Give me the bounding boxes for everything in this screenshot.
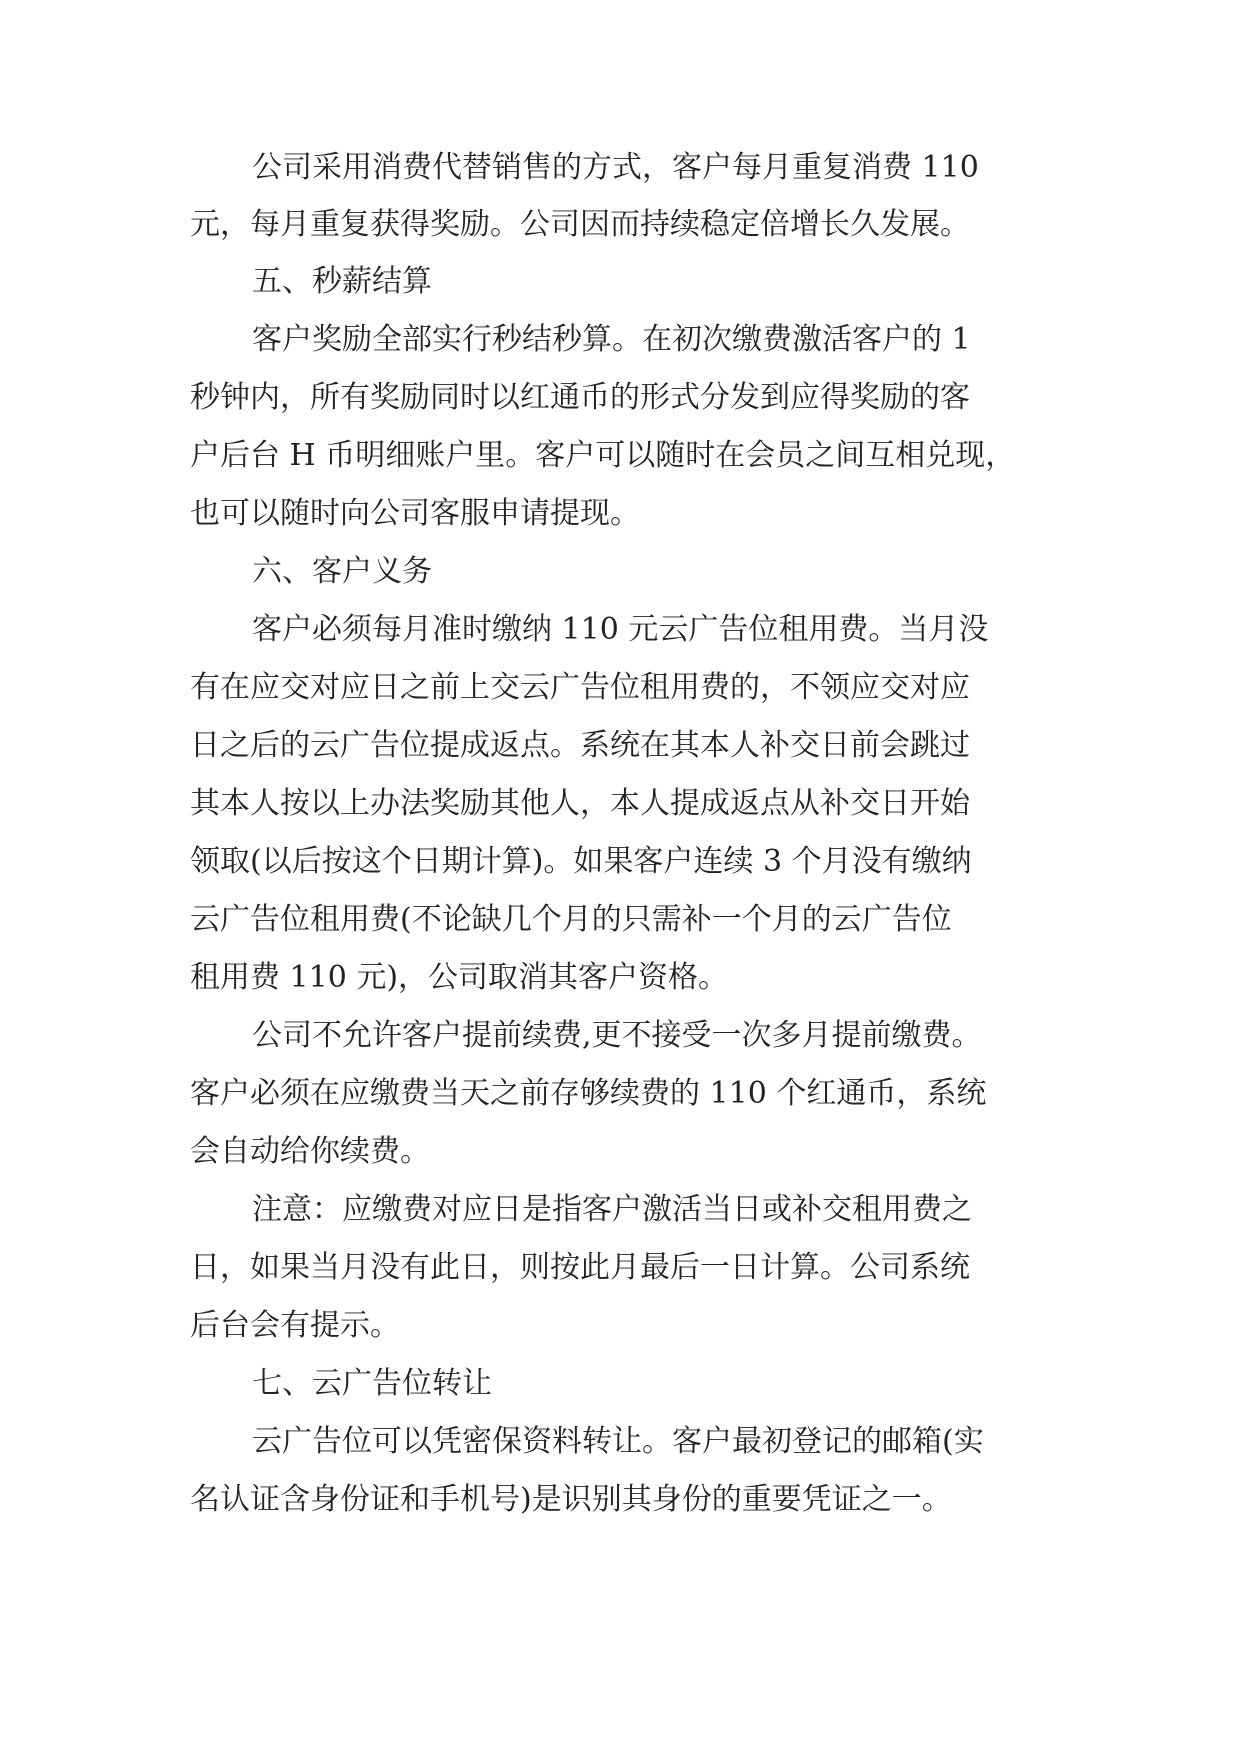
paragraph-line: 会自动给你续费。 — [190, 1134, 430, 1169]
paragraph-line: 公司采用消费代替销售的方式，客户每月重复消费 110 — [252, 150, 979, 185]
paragraph-line: 客户奖励全部实行秒结秒算。在初次缴费激活客户的 1 — [252, 322, 971, 357]
paragraph-line: 公司不允许客户提前续费,更不接受一次多月提前缴费。 — [252, 1018, 982, 1053]
paragraph-line: 云广告位可以凭密保资料转让。客户最初登记的邮箱(实 — [252, 1424, 984, 1459]
paragraph-line: 有在应交对应日之前上交云广告位租用费的，不领应交对应 — [190, 670, 970, 705]
paragraph-line: 租用费 110 元)，公司取消其客户资格。 — [190, 960, 729, 995]
paragraph-line: 秒钟内，所有奖励同时以红通币的形式分发到应得奖励的客 — [190, 380, 970, 415]
paragraph-line: 客户必须在应缴费当天之前存够续费的 110 个红通币，系统 — [190, 1076, 987, 1111]
paragraph-line: 领取(以后按这个日期计算)。如果客户连续 3 个月没有缴纳 — [190, 844, 972, 879]
paragraph-line: 也可以随时向公司客服申请提现。 — [190, 496, 640, 531]
paragraph-line: 其本人按以上办法奖励其他人，本人提成返点从补交日开始 — [190, 786, 970, 821]
section-heading-7: 七、云广告位转让 — [252, 1366, 492, 1401]
paragraph-line: 日之后的云广告位提成返点。系统在其本人补交日前会跳过 — [190, 728, 970, 763]
paragraph-line: 户后台 H 币明细账户里。客户可以随时在会员之间互相兑现， — [190, 438, 1016, 473]
paragraph-line: 日，如果当月没有此日，则按此月最后一日计算。公司系统 — [190, 1250, 970, 1285]
paragraph-line: 客户必须每月准时缴纳 110 元云广告位租用费。当月没 — [252, 612, 989, 647]
paragraph-line: 后台会有提示。 — [190, 1308, 400, 1343]
section-heading-6: 六、客户义务 — [252, 554, 432, 589]
paragraph-line: 名认证含身份证和手机号)是识别其身份的重要凭证之一。 — [190, 1482, 952, 1517]
section-heading-5: 五、秒薪结算 — [252, 264, 432, 299]
paragraph-line: 元，每月重复获得奖励。公司因而持续稳定倍增长久发展。 — [190, 207, 970, 242]
paragraph-line: 注意：应缴费对应日是指客户激活当日或补交租用费之 — [252, 1192, 972, 1227]
paragraph-line: 云广告位租用费(不论缺几个月的只需补一个月的云广告位 — [190, 902, 952, 937]
